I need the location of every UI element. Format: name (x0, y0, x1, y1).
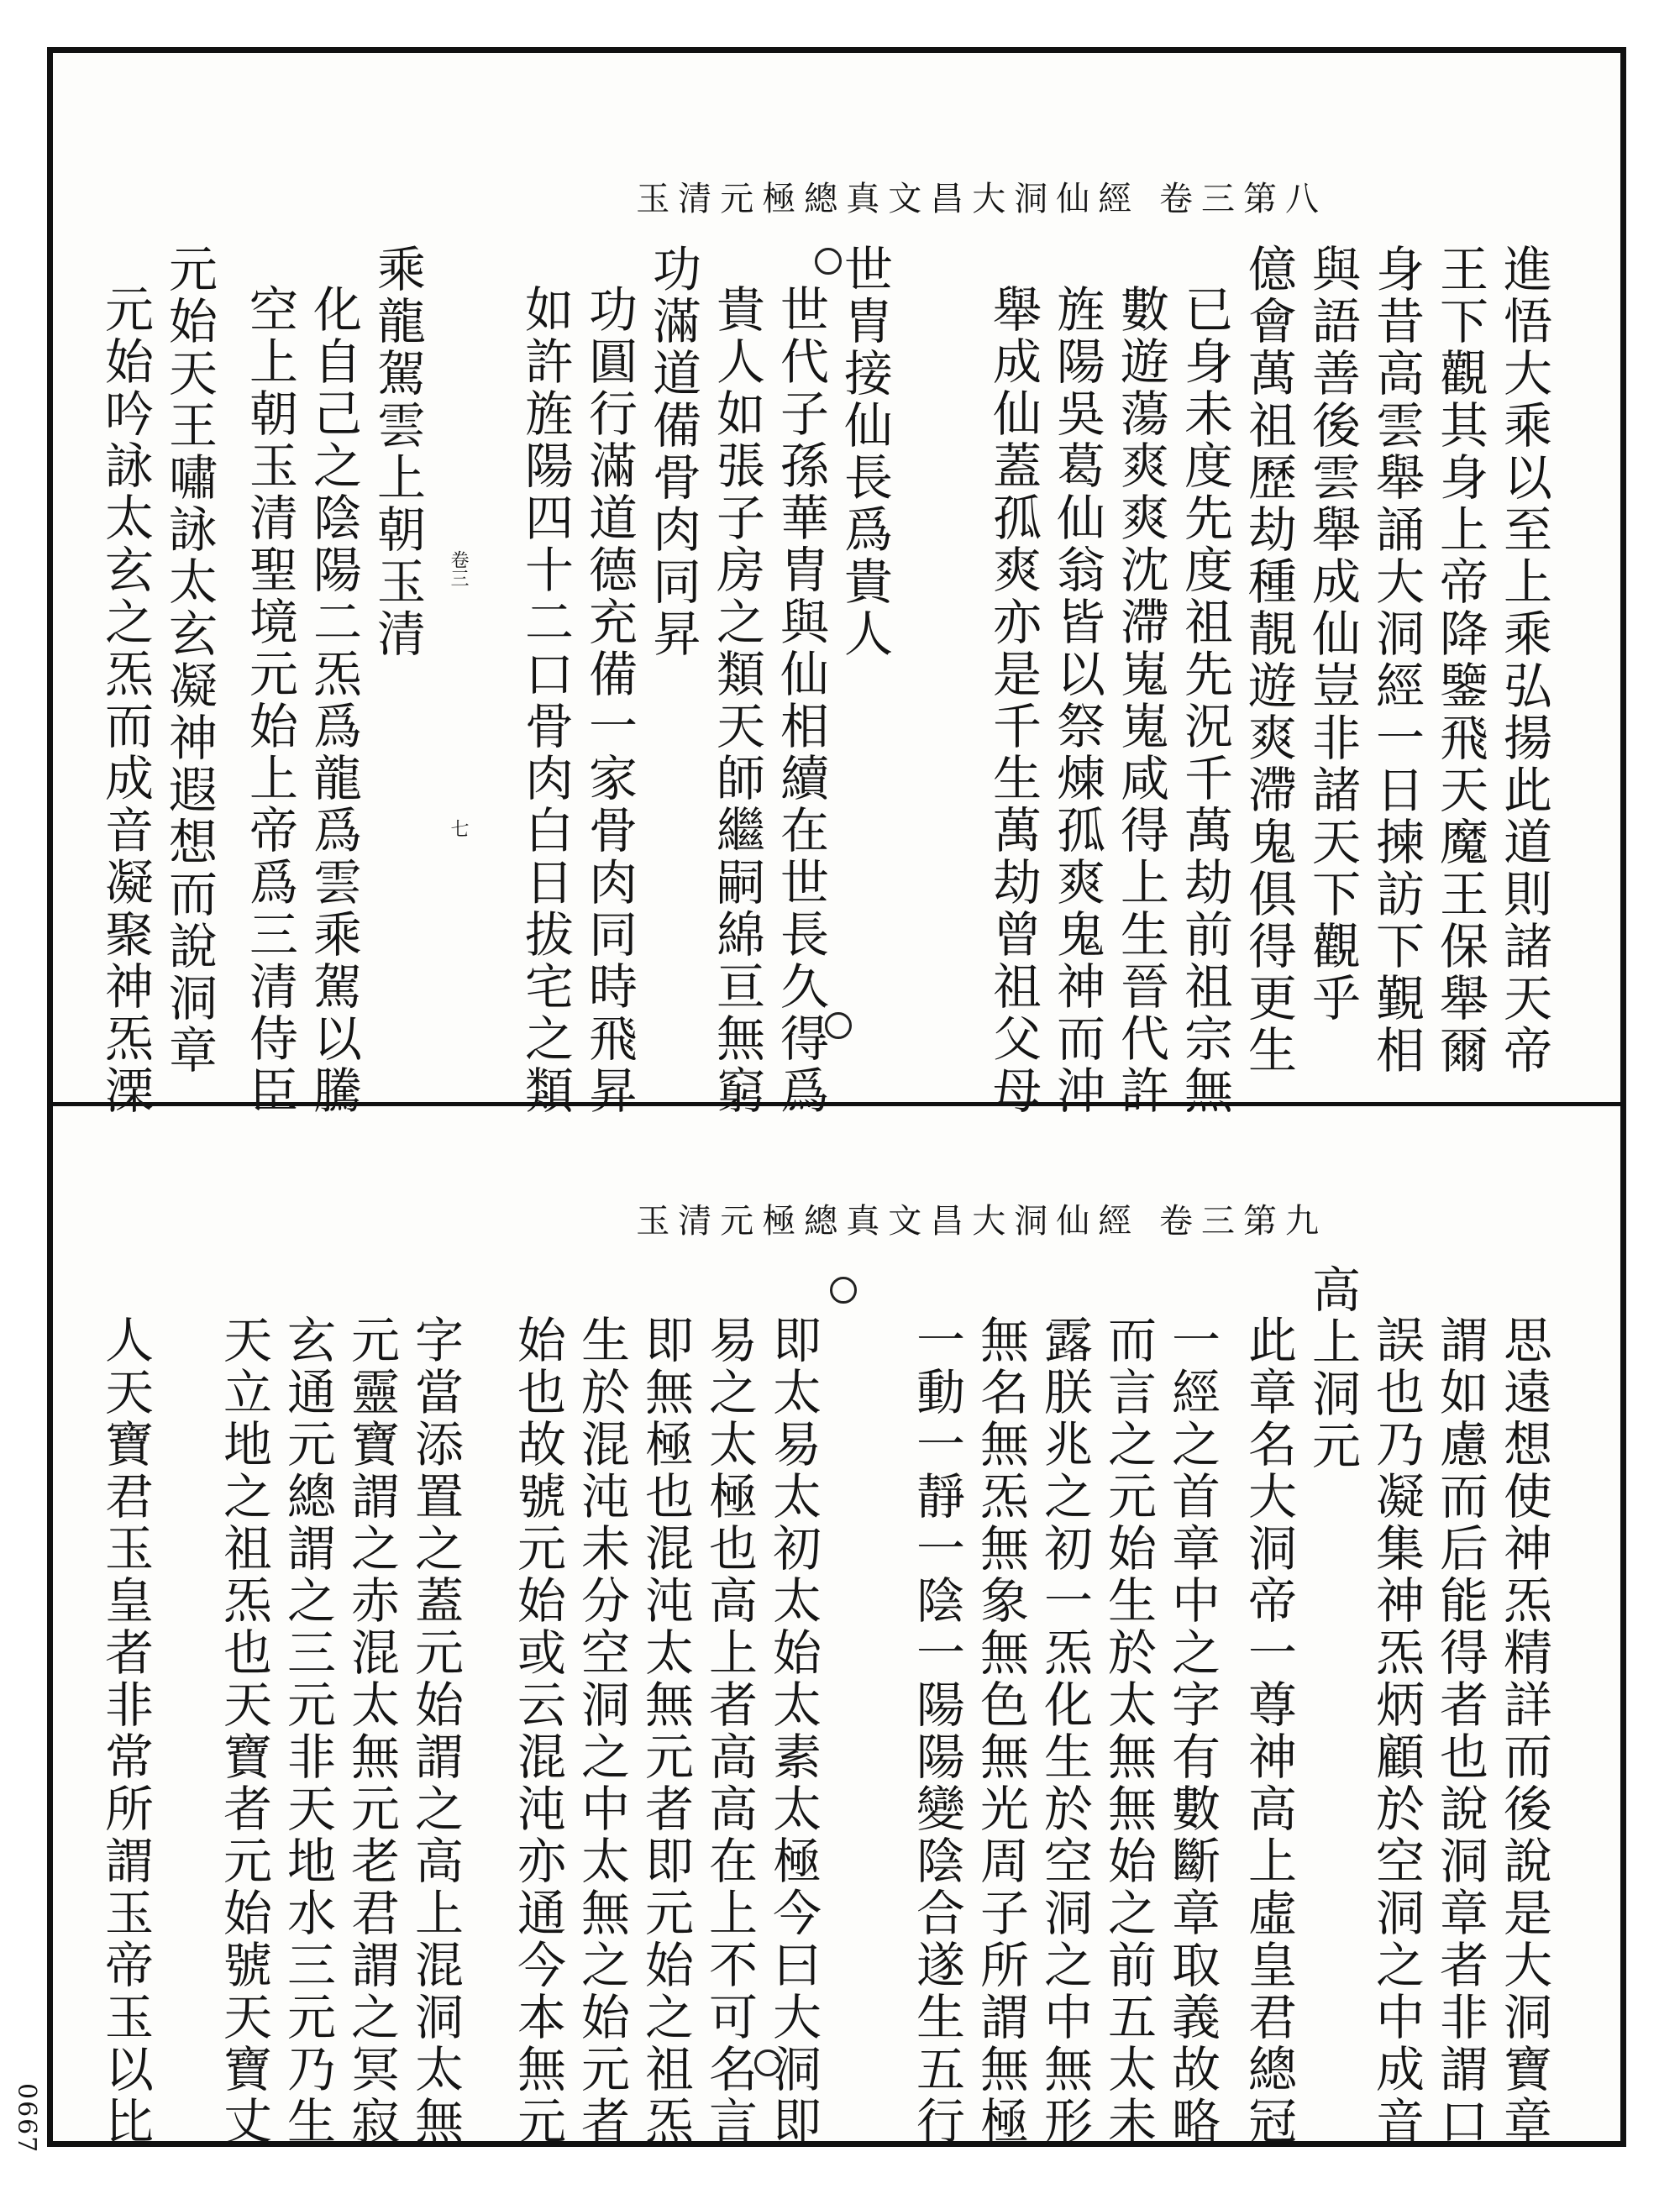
bottom-column-12: 易之太極也高上者高高在上不可名言 (701, 1315, 758, 2148)
bottom-column-18: 玄通元總謂之三元非天地水三元乃生 (279, 1315, 336, 2148)
top-column-6: 已身未度先度祖先況千萬劫前祖宗無 (1176, 284, 1233, 1117)
bottom-column-7: 而言之元始生於太無無始之前五太未 (1100, 1315, 1157, 2148)
top-column-15: 如許旌陽四十二口骨肉白日拔宅之類 (517, 284, 574, 1117)
bottom-column-17: 元靈寶謂之赤混太無元老君謂之冥寂 (343, 1315, 400, 2148)
top-column-12: 貴人如張子房之類天師繼嗣綿亘無窮 (708, 284, 765, 1117)
punctuation-circle (830, 1277, 857, 1304)
top-column-4: 與語善後雲舉成仙豈非諸天下觀乎 (1304, 244, 1361, 1025)
bottom-column-9: 無名無炁無象無色無光周子所謂無極 (972, 1315, 1029, 2148)
bottom-column-5: 此章名大洞帝一尊神高上虛皇君總冠 (1240, 1315, 1297, 2148)
top-column-17: 化自己之陰陽二炁爲龍爲雲乘駕以騰 (305, 284, 362, 1117)
punctuation-circle (754, 2049, 781, 2076)
bottom-column-19: 天立地之祖炁也天寶者元始號天寶丈 (215, 1315, 272, 2148)
top-column-18: 空上朝玉清聖境元始上帝爲三清侍臣 (241, 284, 298, 1117)
top-column-9: 舉成仙蓋孤爽亦是千生萬劫曾祖父母 (984, 284, 1042, 1117)
bottom-column-3: 誤也乃凝集神炁炳顧於空洞之中成音 (1368, 1315, 1425, 2148)
bottom-column-14: 生於混沌未分空洞之中太無之始元者 (573, 1315, 630, 2148)
bottom-header-volume: 卷三第九 (1159, 1202, 1327, 1241)
bottom-column-1: 思遠想使神炁精詳而後說是大洞寶章 (1495, 1315, 1552, 2148)
top-column-13: 功滿道備骨肉同昇 (644, 244, 701, 660)
bottom-column-15: 始也故號元始或云混沌亦通今本無元 (509, 1315, 566, 2148)
top-column-5: 億會萬祖歷劫種靚遊爽滯鬼俱得更生 (1240, 244, 1297, 1077)
top-column-20: 元始吟詠太玄之炁而成音凝聚神炁溧 (97, 284, 154, 1117)
bottom-column-8: 露朕兆之初一炁化生於空洞之中無形 (1036, 1315, 1093, 2148)
bottom-column-4: 高上洞元 (1304, 1264, 1361, 1472)
page-number: 0667 (12, 2083, 41, 2154)
bottom-column-20: 人天寶君玉皇者非常所謂玉帝玉以比 (97, 1315, 154, 2148)
juan-mark: 卷三 (448, 550, 469, 587)
bottom-column-13: 即無極也混沌太無元者即元始之祖炁 (637, 1315, 694, 2148)
top-column-2: 王下觀其身上帝降鑒飛天魔王保舉爾 (1431, 244, 1488, 1077)
bottom-column-2: 謂如慮而后能得者也說洞章者非謂口 (1431, 1315, 1488, 2148)
top-column-11: 世代子孫華胄與仙相續在世長久得爲 (772, 284, 829, 1117)
top-column-7: 數遊蕩爽爽沈滯嵬嵬咸得上生晉代許 (1112, 284, 1169, 1117)
top-header-volume: 卷三第八 (1159, 180, 1327, 218)
top-column-19: 元始天王嘯詠太玄凝神遐想而說洞章 (160, 244, 218, 1077)
bottom-column-16: 字當添置之蓋元始謂之高上混洞太無 (407, 1315, 464, 2148)
bottom-column-10: 一動一靜一陰一陽陽變陰合遂生五行 (908, 1315, 965, 2148)
punctuation-circle (825, 1012, 852, 1039)
top-header-title: 玉清元極總真文昌大洞仙經 (636, 180, 1141, 218)
top-column-10: 世胄接仙長爲貴人 (836, 244, 893, 660)
top-column-8: 旌陽吳葛仙翁皆以祭煉孤爽鬼神而沖 (1048, 284, 1105, 1117)
top-column-1: 進悟大乘以至上乘弘揚此道則諸天帝 (1495, 244, 1552, 1077)
top-column-14: 功圓行滿道德充備一家骨肉同時飛昇 (580, 284, 638, 1117)
bottom-column-11: 即太易太初太始太素太極今曰大洞即 (764, 1315, 822, 2148)
leaf-mark: 七 (448, 819, 469, 837)
punctuation-circle (815, 248, 842, 275)
bottom-header-title: 玉清元極總真文昌大洞仙經 (636, 1202, 1141, 1241)
top-page-header (585, 172, 1327, 220)
top-column-3: 身昔高雲舉誦大洞經一日揀訪下覲相 (1368, 244, 1425, 1077)
bottom-page-header (585, 1194, 1327, 1242)
top-column-16: 乘龍駕雲上朝玉清 (369, 244, 426, 660)
bottom-column-6: 一經之首章中之字有數斷章取義故略 (1163, 1315, 1221, 2148)
